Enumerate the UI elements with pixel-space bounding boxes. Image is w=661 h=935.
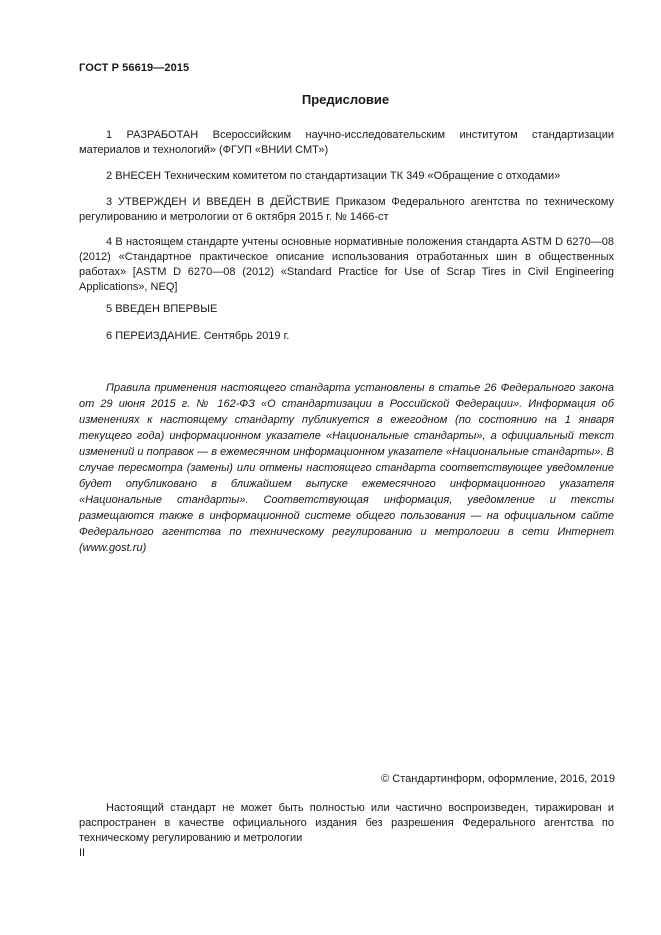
copyright-line: © Стандартинформ, оформление, 2016, 2019 bbox=[381, 773, 615, 785]
standard-notice bbox=[79, 380, 614, 556]
page-number: II bbox=[79, 847, 86, 859]
legal-text: Настоящий стандарт не может быть полностью или частично воспроизведен, тиражирован и распространен в качестве официального издания без разрешения Федерального агентства по техническому регулированию и метрологии bbox=[79, 802, 614, 844]
item-text: ПЕРЕИЗДАНИЕ. Сентябрь 2019 г. bbox=[115, 330, 290, 342]
item-number: 5 bbox=[106, 303, 113, 315]
legal-notice bbox=[79, 801, 614, 846]
item-text: РАЗРАБОТАН Всероссийским научно-исследовательским институтом стандартизации материалов и технологий» (ФГУП «ВНИИ СМТ») bbox=[79, 129, 614, 156]
document-code: ГОСТ Р 56619—2015 bbox=[79, 62, 190, 74]
foreword-item-4 bbox=[79, 235, 614, 295]
item-number: 3 bbox=[106, 196, 113, 208]
foreword-item-1 bbox=[79, 128, 614, 158]
foreword-item-2 bbox=[79, 169, 614, 184]
item-text: УТВЕРЖДЕН И ВВЕДЕН В ДЕЙСТВИЕ Приказом Федерального агентства по техническому регулированию и метрологии от 6 октября 2015 г. № 1466-ст bbox=[79, 196, 614, 223]
foreword-item-3 bbox=[79, 195, 614, 225]
item-number: 2 bbox=[106, 170, 113, 182]
item-text: ВНЕСЕН Техническим комитетом по стандартизации ТК 349 «Обращение с отходами» bbox=[115, 170, 561, 182]
item-text: В настоящем стандарте учтены основные нормативные положения стандарта ASTM D 6270—08 (2012) «Стандартное практическое описание использования отработанных шин в общественных работах» [ASTM D 6270—08 (2012) «Standard Practice for Use of Scrap Tires in Civil Engineering Applications», NEQ] bbox=[79, 236, 614, 293]
item-text: ВВЕДЕН ВПЕРВЫЕ bbox=[115, 303, 218, 315]
item-number: 4 bbox=[106, 236, 113, 248]
notice-text: Правила применения настоящего стандарта установлены в статье 26 Федерального закона от 29 июня 2015 г. № 162-ФЗ «О стандартизации в Российской Федерации». Информация об изменениях к настоящему стандарту публикуется в ежегодном (по состоянию на 1 января текущего года) информационном указателе «Национальные стандарты», а официальный текст изменений и поправок — в ежемесячном информационном указателе «Национальные стандарты». В случае пересмотра (замены) или отмены настоящего стандарта соответствующее уведомление будет опубликовано в ближайшем выпуске ежемесячного информационного указателя «Национальные стандарты». Соответствующая информация, уведомление и тексты размещаются также в информационной системе общего пользования — на официальном сайте Федерального агентства по техническому регулированию и метрологии в сети Интернет (www.gost.ru) bbox=[79, 382, 614, 554]
foreword-item-6 bbox=[79, 329, 614, 344]
foreword-item-5 bbox=[79, 302, 614, 317]
item-number: 6 bbox=[106, 330, 113, 342]
item-number: 1 bbox=[106, 129, 113, 141]
page-title: Предисловие bbox=[301, 92, 390, 107]
